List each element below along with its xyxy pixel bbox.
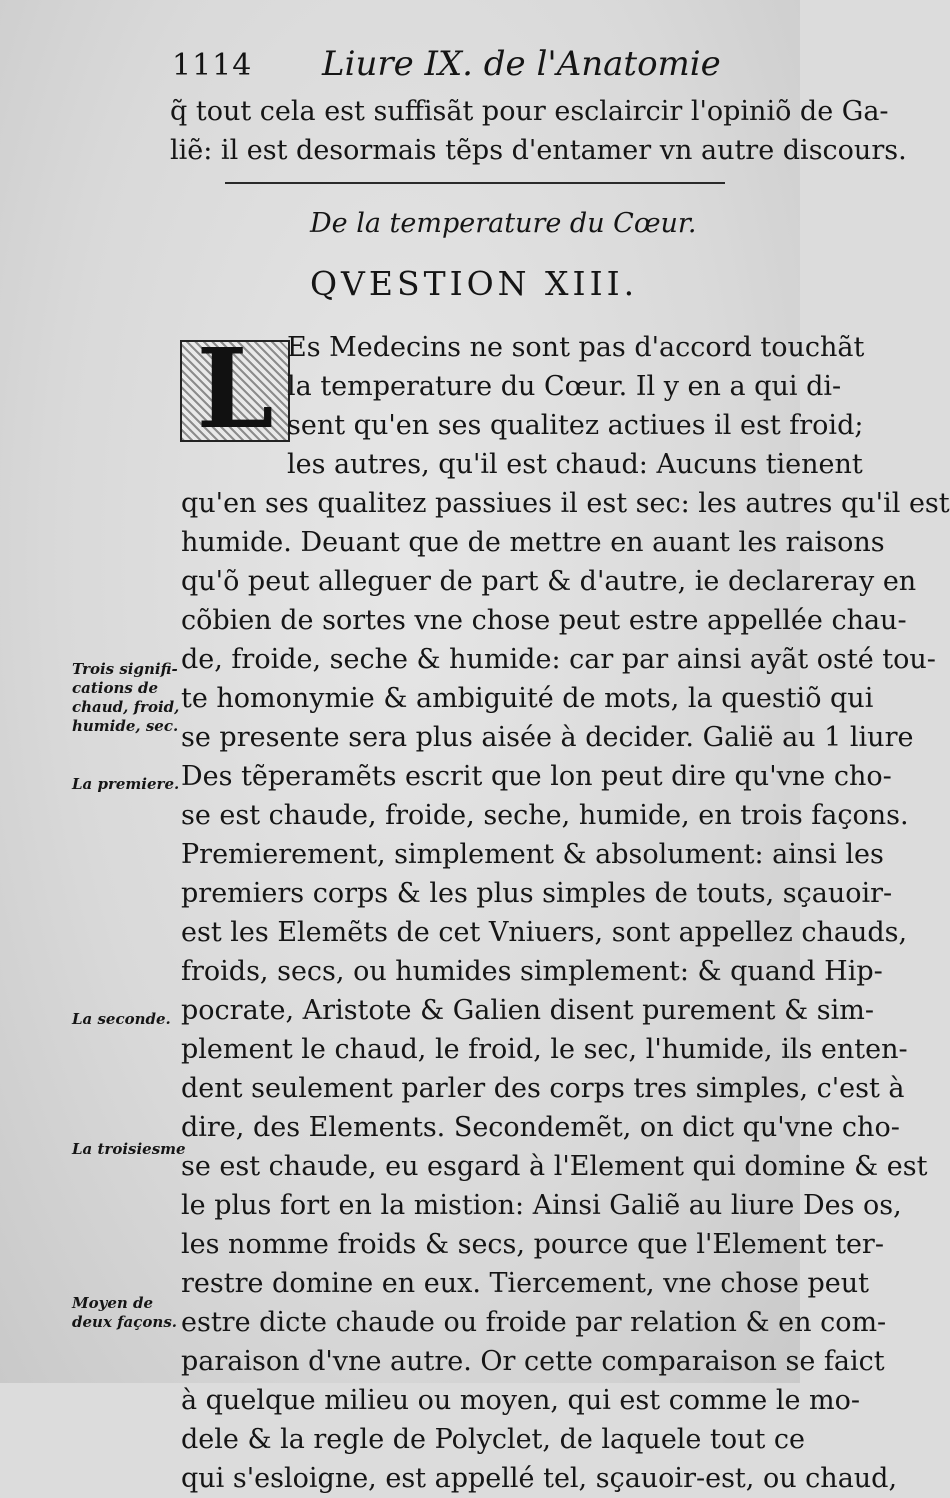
text-line: dent seulement parler des corps tres simples, c'est à — [181, 1073, 905, 1104]
margin-note-seconde — [72, 1010, 171, 1029]
margin-note-line: La troisiesme — [72, 1140, 186, 1158]
text-line: qu'en ses qualitez passiues il est sec: les autres qu'il est — [181, 488, 950, 519]
text-line: plement le chaud, le froid, le sec, l'humide, ils enten- — [181, 1034, 908, 1065]
text-line: se est chaude, eu esgard à l'Element qui domine & est — [181, 1151, 928, 1182]
margin-note-line: Trois signifi- — [72, 660, 178, 678]
dropcap-letter: L — [196, 324, 274, 453]
text-line: les nomme froids & secs, pource que l'Element ter- — [181, 1229, 884, 1260]
margin-note-premiere — [72, 775, 179, 794]
margin-note-line: chaud, froid, — [72, 698, 180, 716]
margin-note-line: La seconde. — [72, 1010, 171, 1028]
page-number: 1114 — [172, 48, 253, 83]
text-line: pocrate, Aristote & Galien disent purement & sim- — [181, 995, 874, 1026]
text-line: Des tẽperamẽts escrit que lon peut dire qu'vne cho- — [181, 761, 892, 792]
text-line: dire, des Elements. Secondemẽt, on dict qu'vne cho- — [181, 1112, 900, 1143]
text-line: qu'õ peut alleguer de part & d'autre, ie declareray en — [181, 566, 917, 597]
margin-note-troisiesme — [72, 1140, 186, 1159]
text-line: q̃ tout cela est suffisãt pour esclaircir l'opiniõ de Ga- — [170, 96, 889, 127]
text-line: le plus fort en la mistion: Ainsi Galiẽ au liure Des os, — [181, 1190, 902, 1221]
text-line: à quelque milieu ou moyen, qui est comme le mo- — [181, 1385, 861, 1416]
margin-note-line: La premiere. — [72, 775, 180, 793]
text-line: sent qu'en ses qualitez actiues il est froid; — [287, 410, 864, 441]
margin-note-moyen — [72, 1294, 177, 1332]
text-line: humide. Deuant que de mettre en auant les raisons — [181, 527, 885, 558]
text-line: liẽ: il est desormais tẽps d'entamer vn autre discours. — [170, 135, 907, 166]
text-line: se est chaude, froide, seche, humide, en trois façons. — [181, 800, 909, 831]
text-line: cõbien de sortes vne chose peut estre appellée chau- — [181, 605, 907, 636]
text-line: paraison d'vne autre. Or cette comparaison se faict — [181, 1346, 885, 1377]
text-line: premiers corps & les plus simples de touts, sçauoir- — [181, 878, 893, 909]
body-text — [181, 324, 950, 1498]
question-heading: QVESTION XIII. — [310, 264, 639, 303]
text-line: qui s'esloigne, est appellé tel, sçauoir-est, ou chaud, — [181, 1463, 898, 1494]
text-line: la temperature du Cœur. Il y en a qui di- — [287, 371, 842, 402]
running-head: Liure IX. de l'Anatomie — [322, 44, 721, 84]
text-line: les autres, qu'il est chaud: Aucuns tienent — [287, 449, 863, 480]
text-line: estre dicte chaude ou froide par relation & en com- — [181, 1307, 887, 1338]
text-line: dele & la regle de Polyclet, de laquele tout ce — [181, 1424, 806, 1455]
margin-note-line: humide, sec. — [72, 717, 179, 735]
page-header — [172, 44, 721, 92]
text-line: de, froide, seche & humide: car par ainsi ayãt osté tou- — [181, 644, 936, 675]
text-line: est les Elemẽts de cet Vniuers, sont appellez chauds, — [181, 917, 908, 948]
margin-note-line: Moyen de — [72, 1294, 154, 1312]
intro-paragraph — [170, 92, 907, 170]
text-line: te homonymie & ambiguité de mots, la questiõ qui — [181, 683, 874, 714]
margin-note-line: deux façons. — [72, 1313, 177, 1331]
text-line: froids, secs, ou humides simplement: & quand Hip- — [181, 956, 883, 987]
text-line: Es Medecins ne sont pas d'accord touchãt — [287, 332, 865, 363]
margin-note-significations — [72, 660, 179, 736]
margin-note-line: cations de — [72, 679, 159, 697]
text-line: Premierement, simplement & absolument: ainsi les — [181, 839, 884, 870]
section-title: De la temperature du Cœur. — [310, 208, 697, 239]
text-line: se presente sera plus aisée à decider. Galië au 1 liure — [181, 722, 914, 753]
text-line: restre domine en eux. Tiercement, vne chose peut — [181, 1268, 869, 1299]
section-divider — [225, 182, 725, 184]
